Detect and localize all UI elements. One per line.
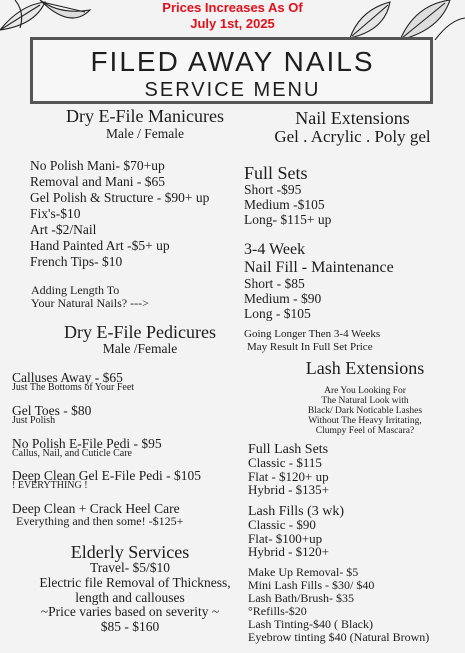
- manicures-title: Dry E-File Manicures: [66, 106, 224, 126]
- price-notice-line2: July 1st, 2025: [190, 16, 275, 31]
- manicure-length-note: Adding Length To: [31, 283, 120, 297]
- lash-intro-line: Are You Looking For: [324, 386, 406, 396]
- list-item: French Tips- $10: [30, 254, 123, 269]
- list-item: Lash Bath/Brush- $35: [248, 591, 354, 605]
- extensions-title: Nail Extensions: [295, 108, 410, 128]
- lash-intro-line: Clumpy Feel of Mascara?: [315, 426, 415, 436]
- list-item: Art -$2/Nail: [30, 222, 97, 237]
- lash-full-title: Full Lash Sets: [248, 442, 329, 457]
- page-subtitle: SERVICE MENU: [144, 79, 321, 101]
- extensions-subtitle: Gel . Acrylic . Poly gel: [274, 127, 431, 146]
- fill-note-2: May Result In Full Set Price: [247, 341, 373, 353]
- lash-intro-line: Black/ Dark Noticable Lashes: [307, 406, 423, 416]
- list-item: Flat - $120+ up: [248, 468, 329, 484]
- list-item: Medium - $90: [244, 291, 322, 306]
- fill-list: [244, 276, 321, 321]
- pedicure-item-desc: Just Polish: [12, 415, 56, 426]
- elderly-line: ~Price varies based on severity ~: [40, 604, 220, 619]
- pedicure-item-desc: ! EVERYTHING !: [12, 480, 88, 491]
- list-item: Hybrid - $120+: [248, 544, 329, 559]
- lash-title: Lash Extensions: [305, 358, 425, 378]
- lash-extras-list: [248, 566, 429, 644]
- list-item: Eyebrow tinting $40 (Natural Brown): [248, 630, 430, 644]
- list-item: Mini Lash Fills - $30/ $40: [248, 578, 375, 592]
- list-item: Classic - $90: [248, 517, 316, 532]
- elderly-line: length and callouses: [75, 590, 185, 605]
- list-item: °Refills-$20: [248, 604, 307, 618]
- list-item: Flat- $100+up: [248, 530, 323, 546]
- elderly-line: $85 - $160: [100, 619, 160, 634]
- pedicures-title: Dry E-File Pedicures: [64, 322, 216, 342]
- list-item: Fix's-$10: [30, 206, 81, 221]
- pedicure-item-name: Calluses Away - $65: [12, 370, 123, 385]
- list-item: Short -$95: [244, 182, 302, 197]
- pedicure-item-name: Deep Clean Gel E-File Pedi - $105: [12, 468, 201, 483]
- pedicure-item-name: Deep Clean + Crack Heel Care: [12, 501, 180, 516]
- fill-note: Going Longer Then 3-4 Weeks: [244, 328, 381, 340]
- list-item: Lash Tinting-$40 ( Black): [248, 617, 373, 631]
- fill-title: 3-4 Week: [244, 241, 306, 258]
- elderly-title: Elderly Services: [70, 542, 190, 562]
- lash-intro-line: Without The Heavy Irritating,: [308, 416, 422, 426]
- pedicure-item-desc: Callus, Nail, and Cuticle Care: [12, 448, 132, 459]
- list-item: Hand Painted Art -$5+ up: [30, 238, 170, 253]
- elderly-line: Electric file Removal of Thickness,: [39, 575, 231, 590]
- list-item: Medium -$105: [244, 197, 325, 212]
- lash-full-list: [248, 456, 329, 497]
- page-title: FILED AWAY NAILS: [90, 46, 375, 77]
- pedicure-item-name: No Polish E-File Pedi - $95: [12, 436, 162, 451]
- lash-intro-line: The Natural Look with: [321, 396, 409, 406]
- full-sets-title: Full Sets: [244, 163, 308, 183]
- fill-subtitle: Nail Fill - Maintenance: [244, 259, 394, 276]
- list-item: Removal and Mani - $65: [30, 174, 165, 189]
- pedicure-item-name: Gel Toes - $80: [12, 403, 92, 418]
- list-item: Long- $115+ up: [244, 212, 332, 227]
- manicure-length-note-2: Your Natural Nails? --->: [31, 296, 149, 310]
- manicure-list: [30, 158, 209, 270]
- list-item: Hybrid - $135+: [248, 482, 329, 497]
- elderly-line: Travel- $5/$10: [89, 560, 171, 575]
- list-item: Classic - $115: [248, 455, 322, 470]
- manicures-subtitle: Male / Female: [106, 126, 184, 141]
- full-sets-list: [244, 182, 331, 227]
- list-item: Gel Polish & Structure - $90+ up: [30, 190, 210, 205]
- pedicures-subtitle: Male /Female: [102, 341, 178, 356]
- lash-fills-list: [248, 518, 329, 559]
- list-item: Short - $85: [244, 276, 305, 291]
- pedicure-item-desc: Everything and then some! -$125+: [16, 514, 184, 528]
- list-item: Long - $105: [244, 306, 311, 321]
- lash-fills-title: Lash Fills (3 wk): [248, 504, 345, 519]
- list-item: Make Up Removal- $5: [248, 565, 359, 579]
- list-item: No Polish Mani- $70+up: [30, 158, 165, 173]
- pedicure-item-desc: Just The Bottoms of Your Feet: [12, 382, 135, 393]
- price-notice-line1: Prices Increases As Of: [162, 0, 303, 15]
